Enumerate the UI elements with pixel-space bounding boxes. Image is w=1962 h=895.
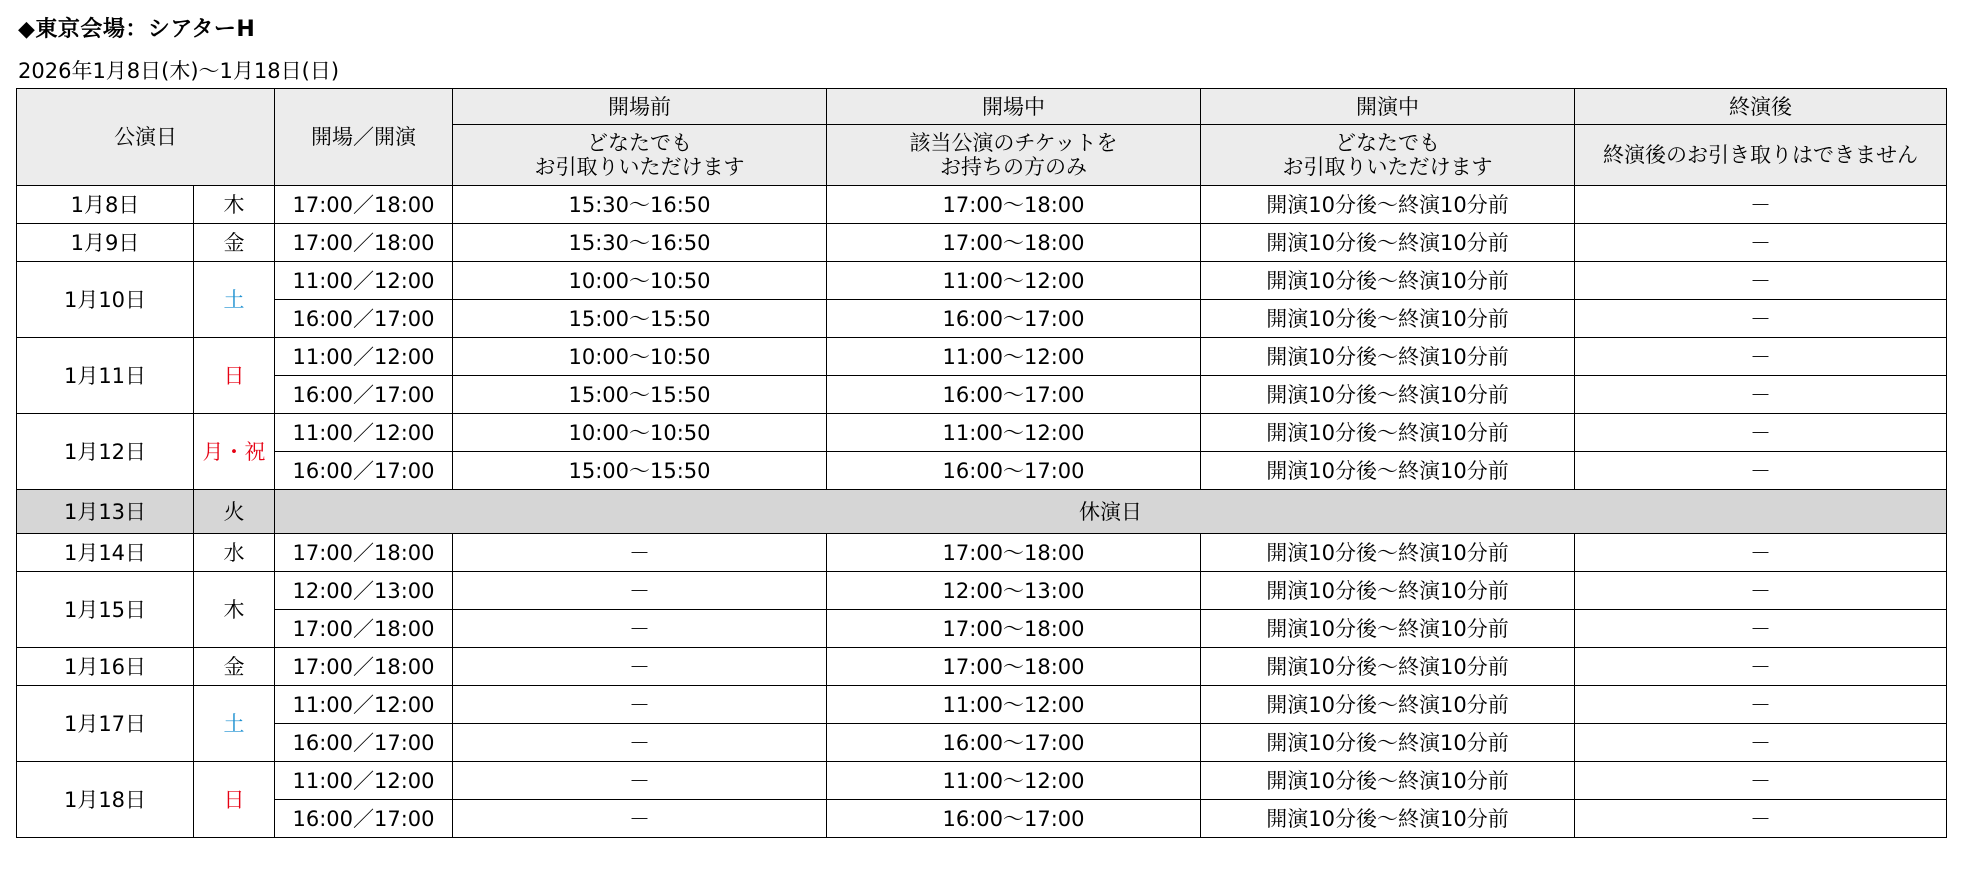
during-open-cell: 17:00～18:00 [827,186,1201,224]
date-cell: 1月15日 [17,572,194,648]
after-show-cell: － [1575,262,1947,300]
date-cell: 1月11日 [17,338,194,414]
date-cell: 1月9日 [17,224,194,262]
after-show-cell: － [1575,224,1947,262]
during-show-cell: 開演10分後～終演10分前 [1201,724,1575,762]
during-show-cell: 開演10分後～終演10分前 [1201,572,1575,610]
during-show-cell: 開演10分後～終演10分前 [1201,414,1575,452]
before-open-cell: 15:30～16:50 [453,186,827,224]
header-during-show-note [1201,125,1575,186]
header-show-time: 開場／開演 [275,89,453,186]
date-cell: 1月18日 [17,762,194,838]
table-row [17,414,1947,452]
weekday-cell: 火 [194,490,275,534]
date-cell: 1月17日 [17,686,194,762]
header-after: 終演後 [1575,89,1947,125]
show-time-cell: 11:00／12:00 [275,262,453,300]
during-open-cell: 17:00～18:00 [827,610,1201,648]
weekday-cell: 金 [194,224,275,262]
during-open-cell: 17:00～18:00 [827,534,1201,572]
header-during-show-note-line2: お引取りいただけます [1282,155,1493,179]
during-show-cell: 開演10分後～終演10分前 [1201,300,1575,338]
header-during-open-note-line2: お持ちの方のみ [940,155,1087,179]
after-show-cell: － [1575,338,1947,376]
weekday-cell: 日 [194,762,275,838]
after-show-cell: － [1575,300,1947,338]
during-open-cell: 12:00～13:00 [827,572,1201,610]
before-open-cell: － [453,572,827,610]
during-open-cell: 17:00～18:00 [827,648,1201,686]
during-show-cell: 開演10分後～終演10分前 [1201,338,1575,376]
before-open-cell: － [453,648,827,686]
after-show-cell: － [1575,648,1947,686]
header-row-top [17,89,1947,125]
weekday-cell: 金 [194,648,275,686]
header-before-note [453,125,827,186]
before-open-cell: － [453,534,827,572]
weekday-cell: 水 [194,534,275,572]
date-cell: 1月8日 [17,186,194,224]
during-open-cell: 16:00～17:00 [827,300,1201,338]
before-open-cell: － [453,762,827,800]
header-before-note-line1: どなたでも [587,131,692,155]
during-show-cell: 開演10分後～終演10分前 [1201,534,1575,572]
during-open-cell: 16:00～17:00 [827,376,1201,414]
table-row [17,724,1947,762]
schedule-table [16,88,1947,838]
before-open-cell: 15:00～15:50 [453,300,827,338]
before-open-cell: － [453,800,827,838]
during-show-cell: 開演10分後～終演10分前 [1201,800,1575,838]
show-time-cell: 17:00／18:00 [275,534,453,572]
weekday-cell: 月・祝 [194,414,275,490]
show-time-cell: 16:00／17:00 [275,376,453,414]
period-text: 2026年1月8日(木)～1月18日(日) [18,59,340,83]
table-row [17,572,1947,610]
show-time-cell: 11:00／12:00 [275,414,453,452]
header-before: 開場前 [453,89,827,125]
before-open-cell: 10:00～10:50 [453,262,827,300]
after-show-cell: － [1575,186,1947,224]
during-show-cell: 開演10分後～終演10分前 [1201,686,1575,724]
table-row [17,648,1947,686]
during-show-cell: 開演10分後～終演10分前 [1201,648,1575,686]
table-row [17,800,1947,838]
table-row [17,452,1947,490]
show-time-cell: 11:00／12:00 [275,338,453,376]
venue-title: ◆東京会場：シアターH [18,17,256,42]
schedule-body [17,186,1947,838]
show-time-cell: 17:00／18:00 [275,186,453,224]
after-show-cell: － [1575,452,1947,490]
during-show-cell: 開演10分後～終演10分前 [1201,452,1575,490]
before-open-cell: 15:00～15:50 [453,452,827,490]
header-during-show: 開演中 [1201,89,1575,125]
weekday-cell: 木 [194,186,275,224]
during-show-cell: 開演10分後～終演10分前 [1201,224,1575,262]
during-open-cell: 11:00～12:00 [827,686,1201,724]
header-during-open-note [827,125,1201,186]
after-show-cell: － [1575,534,1947,572]
before-open-cell: － [453,686,827,724]
header-during-open: 開場中 [827,89,1201,125]
rest-day-label: 休演日 [275,490,1947,534]
after-show-cell: － [1575,724,1947,762]
table-row [17,186,1947,224]
before-open-cell: 15:30～16:50 [453,224,827,262]
during-show-cell: 開演10分後～終演10分前 [1201,186,1575,224]
table-row [17,300,1947,338]
table-row [17,534,1947,572]
date-cell: 1月10日 [17,262,194,338]
before-open-cell: 10:00～10:50 [453,414,827,452]
show-time-cell: 16:00／17:00 [275,800,453,838]
table-row [17,376,1947,414]
after-show-cell: － [1575,572,1947,610]
during-open-cell: 17:00～18:00 [827,224,1201,262]
show-time-cell: 16:00／17:00 [275,452,453,490]
show-time-cell: 17:00／18:00 [275,648,453,686]
show-time-cell: 16:00／17:00 [275,724,453,762]
header-during-show-note-line1: どなたでも [1335,131,1440,155]
header-during-open-note-line1: 該当公演のチケットを [909,131,1118,155]
during-show-cell: 開演10分後～終演10分前 [1201,376,1575,414]
during-open-cell: 11:00～12:00 [827,414,1201,452]
during-open-cell: 11:00～12:00 [827,762,1201,800]
date-cell: 1月16日 [17,648,194,686]
during-show-cell: 開演10分後～終演10分前 [1201,262,1575,300]
table-row [17,762,1947,800]
during-open-cell: 11:00～12:00 [827,338,1201,376]
during-open-cell: 16:00～17:00 [827,724,1201,762]
show-time-cell: 11:00／12:00 [275,762,453,800]
header-after-note: 終演後のお引き取りはできません [1575,125,1947,186]
show-time-cell: 11:00／12:00 [275,686,453,724]
after-show-cell: － [1575,762,1947,800]
show-time-cell: 17:00／18:00 [275,610,453,648]
date-cell: 1月14日 [17,534,194,572]
after-show-cell: － [1575,800,1947,838]
weekday-cell: 日 [194,338,275,414]
during-open-cell: 16:00～17:00 [827,800,1201,838]
table-row [17,610,1947,648]
weekday-cell: 土 [194,686,275,762]
date-cell: 1月12日 [17,414,194,490]
weekday-cell: 土 [194,262,275,338]
show-time-cell: 12:00／13:00 [275,572,453,610]
weekday-cell: 木 [194,572,275,648]
after-show-cell: － [1575,610,1947,648]
before-open-cell: 10:00～10:50 [453,338,827,376]
table-row [17,224,1947,262]
during-show-cell: 開演10分後～終演10分前 [1201,762,1575,800]
during-open-cell: 16:00～17:00 [827,452,1201,490]
header-before-note-line2: お引取りいただけます [534,155,745,179]
header-date: 公演日 [17,89,275,186]
during-show-cell: 開演10分後～終演10分前 [1201,610,1575,648]
after-show-cell: － [1575,376,1947,414]
before-open-cell: 15:00～15:50 [453,376,827,414]
date-cell: 1月13日 [17,490,194,534]
after-show-cell: － [1575,414,1947,452]
table-row [17,338,1947,376]
after-show-cell: － [1575,686,1947,724]
rest-day-row [17,490,1947,534]
before-open-cell: － [453,610,827,648]
before-open-cell: － [453,724,827,762]
during-open-cell: 11:00～12:00 [827,262,1201,300]
show-time-cell: 16:00／17:00 [275,300,453,338]
table-row [17,686,1947,724]
table-row [17,262,1947,300]
show-time-cell: 17:00／18:00 [275,224,453,262]
